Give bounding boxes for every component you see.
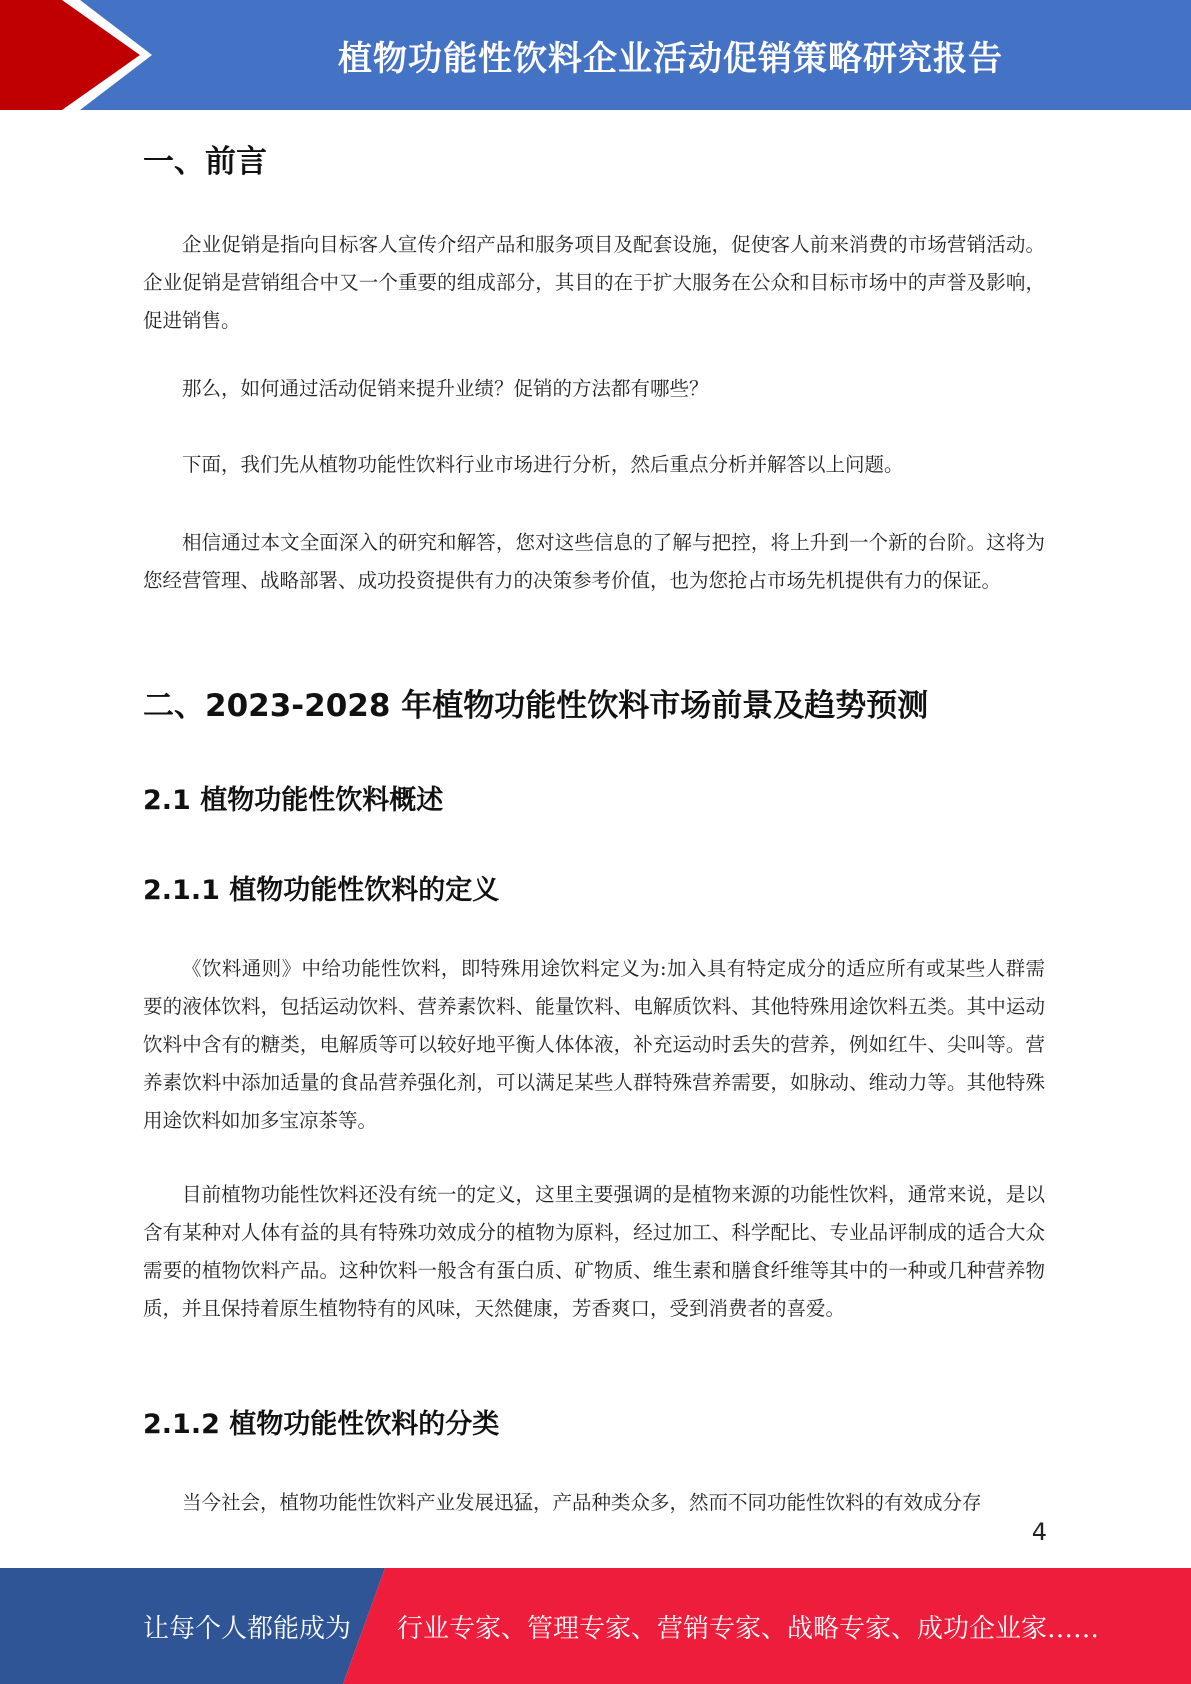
subsection-heading-2-1-2: 2.1.2 植物功能性饮料的分类 (143, 1409, 500, 1440)
header-arrow-decoration (0, 0, 160, 110)
document-title: 植物功能性饮料企业活动促销策略研究报告 (338, 38, 1003, 79)
paragraph: 当今社会，植物功能性饮料产业发展迅猛，产品种类众多，然而不同功能性饮料的有效成分存 (182, 1491, 982, 1514)
page-footer (0, 1568, 1191, 1684)
subsection-heading-2-1: 2.1 植物功能性饮料概述 (143, 785, 444, 816)
page-number: 4 (1031, 1518, 1047, 1546)
footer-slogan-left: 让每个人都能成为 (143, 1613, 352, 1644)
page-header (0, 0, 1191, 110)
paragraph: 那么，如何通过活动促销来提升业绩？促销的方法都有哪些？ (182, 377, 709, 400)
paragraph: 目前植物功能性饮料还没有统一的定义，这里主要强调的是植物来源的功能性饮料，通常来说，是以含有某种对人体有益的具有特殊功效成分的植物为原料，经过加工、科学配比、专业品评制成的适合大众需要的植物饮料产品。这种饮料一般含有蛋白质、矿物质、维生素和膳食纤维等其中的一种或几种营养物质，并且保持着原生植物特有的风味，天然健康，芳香爽口，受到消费者的喜爱。 (143, 1183, 1045, 1320)
paragraph: 相信通过本文全面深入的研究和解答，您对这些信息的了解与把控，将上升到一个新的台阶。这将为您经营管理、战略部署、成功投资提供有力的决策参考价值，也为您抢占市场先机提供有力的保证。 (143, 531, 1045, 592)
section-heading-1: 一、前言 (143, 144, 267, 180)
paragraph: 下面，我们先从植物功能性饮料行业市场进行分析，然后重点分析并解答以上问题。 (182, 453, 904, 476)
section-heading-2: 二、2023-2028 年植物功能性饮料市场前景及趋势预测 (143, 688, 929, 724)
footer-slogan-right: 行业专家、管理专家、营销专家、战略专家、成功企业家…… (397, 1613, 1100, 1644)
subsection-heading-2-1-1: 2.1.1 植物功能性饮料的定义 (143, 875, 500, 906)
paragraph: 《饮料通则》中给功能性饮料，即特殊用途饮料定义为:加入具有特定成分的适应所有或某些人群需要的液体饮料，包括运动饮料、营养素饮料、能量饮料、电解质饮料、其他特殊用途饮料五类。其中运动饮料中含有的糖类，电解质等可以较好地平衡人体体液，补充运动时丢失的营养，例如红牛、尖叫等。营养素饮料中添加适量的食品营养强化剂，可以满足某些人群特殊营养需要，如脉动、维动力等。其他特殊用途饮料如加多宝凉茶等。 (143, 957, 1045, 1132)
paragraph: 企业促销是指向目标客人宣传介绍产品和服务项目及配套设施，促使客人前来消费的市场营销活动。企业促销是营销组合中又一个重要的组成部分，其目的在于扩大服务在公众和目标市场中的声誉及影响，促进销售。 (143, 233, 1045, 332)
